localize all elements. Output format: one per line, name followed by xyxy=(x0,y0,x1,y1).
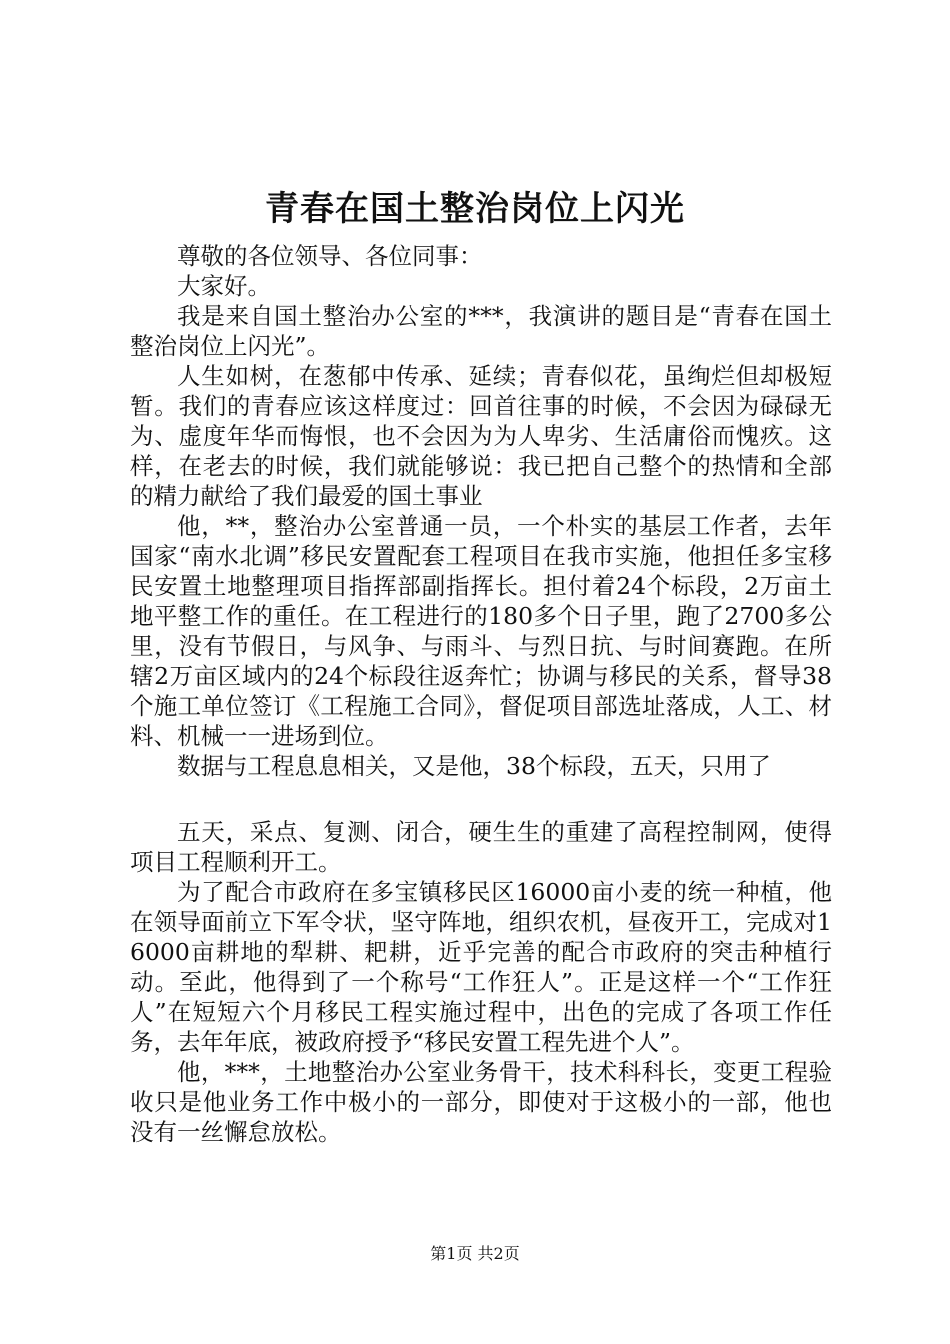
page-footer: 第1页 共2页 xyxy=(430,1244,520,1263)
paragraph-control-network: 五天，采点、复测、闭合，硬生生的重建了高程控制网，使得项目工程顺利开工。 xyxy=(130,818,832,876)
paragraph-salutation: 尊敬的各位领导、各位同事： xyxy=(177,242,483,270)
paragraph-technical: 他，***，土地整治办公室业务骨干，技术科科长，变更工程验收只是他业务工作中极小的一部分，即使对于这极小的一部，他也没有一丝懈怠放松。 xyxy=(130,1058,832,1146)
paragraph-wheat: 为了配合市政府在多宝镇移民区16000亩小麦的统一种植，他在领导面前立下军令状，坚守阵地，组织农机，昼夜开工，完成对16000亩耕地的犁耕、耙耕，近乎完善的配合市政府的突击种植行动。至此，他得到了一个称号“工作狂人”。正是这样一个“工作狂人”在短短六个月移民工程实施过程中，出色的完成了各项工作任务，去年年底，被政府授予“移民安置工程先进个人”。 xyxy=(130,878,832,1056)
body-text-block-2 xyxy=(130,817,832,1147)
paragraph-greeting: 大家好。 xyxy=(177,272,271,300)
body-text-block-1 xyxy=(130,241,832,781)
paragraph-intro: 我是来自国土整治办公室的***，我演讲的题目是“青春在国土整治岗位上闪光”。 xyxy=(130,302,832,360)
paragraph-youth: 人生如树，在葱郁中传承、延续；青春似花，虽绚烂但却极短暂。我们的青春应该这样度过：回首往事的时候，不会因为碌碌无为、虚度年华而悔恨，也不会因为为人卑劣、生活庸俗而愧疚。这样，在老去的时候，我们就能够说：我已把自己整个的热情和全部的精力献给了我们最爱的国土事业 xyxy=(130,362,832,510)
paragraph-project: 他，**，整治办公室普通一员，一个朴实的基层工作者，去年国家“南水北调”移民安置配套工程项目在我市实施，他担任多宝移民安置土地整理项目指挥部副指挥长。担付着24个标段，2万亩土地平整工作的重任。在工程进行的180多个日子里，跑了2700多公里，没有节假日，与风争、与雨斗、与烈日抗、与时间赛跑。在所辖2万亩区域内的24个标段往返奔忙；协调与移民的关系，督导38个施工单位签订《工程施工合同》，督促项目部选址落成，人工、材料、机械一一进场到位。 xyxy=(130,512,832,750)
paragraph-data: 数据与工程息息相关，又是他，38个标段，五天，只用了 xyxy=(177,752,771,780)
document-title: 青春在国土整治岗位上闪光 xyxy=(265,189,685,229)
